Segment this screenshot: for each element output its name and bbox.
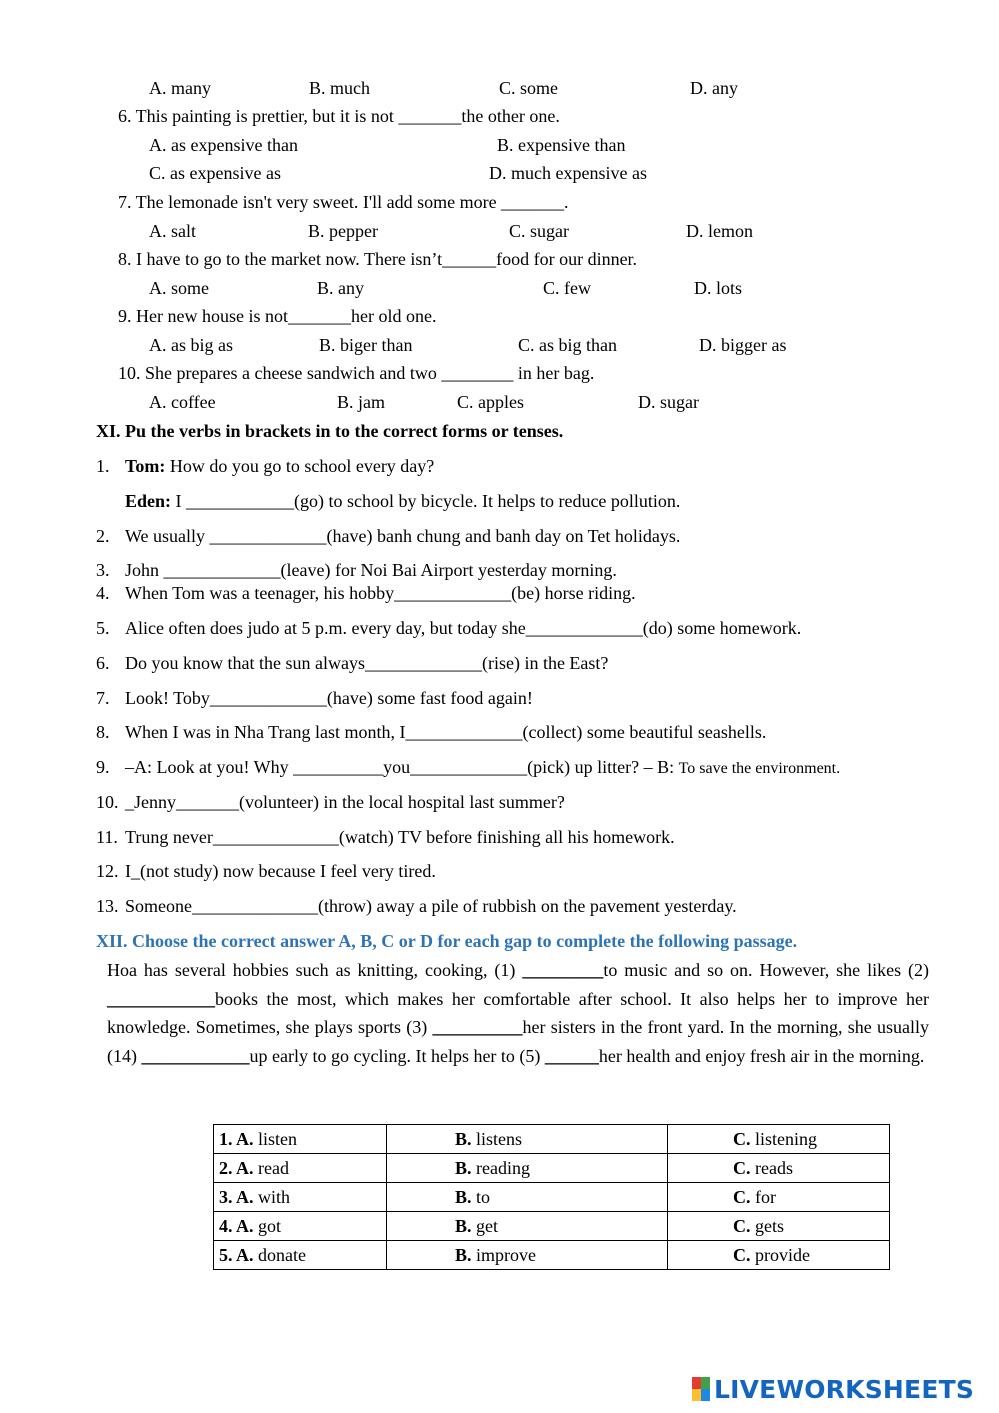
option-a-label: 5. A. [219, 1244, 254, 1265]
q7-option-c: C. sugar [509, 221, 569, 241]
xi-q1-eden-line [125, 492, 680, 510]
option-c-text: provide [755, 1244, 810, 1265]
option-a-label: 1. A. [219, 1128, 254, 1149]
xi-q13-number: 13. [96, 896, 119, 916]
q10-option-d: D. sugar [638, 392, 699, 412]
xii-passage-part-5: up early to go cycling. It helps her to (5) [249, 1045, 545, 1066]
option-c-label: C. [733, 1157, 751, 1178]
q9-option-a: A. as big as [149, 335, 233, 355]
q8-option-a: A. some [149, 278, 209, 298]
xii-blank-5: ______ [544, 1045, 599, 1066]
option-a-text: with [258, 1186, 291, 1207]
xi-q7-text: Look! Toby_____________(have) some fast food again! [125, 688, 533, 708]
option-b-cell [387, 1154, 668, 1183]
option-a-text: donate [258, 1244, 306, 1265]
q9-option-c: C. as big than [518, 335, 617, 355]
xi-q8-text: When I was in Nha Trang last month, I_____________(collect) some beautiful seashells. [125, 722, 767, 742]
xi-q5-text: Alice often does judo at 5 p.m. every day, but today she_____________(do) some homework. [125, 618, 802, 638]
xi-q1-eden-text: I ____________(go) to school by bicycle. It helps to reduce pollution. [175, 491, 681, 511]
option-b-text: listens [476, 1128, 523, 1149]
option-b-label: B. [455, 1157, 472, 1178]
xii-passage-part-4: her sisters in the front yard. In the morning, she usually (14) [107, 1017, 929, 1066]
xi-q1-tom-text: How do you go to school every day? [169, 456, 435, 476]
xi-q2-number: 2. [96, 526, 110, 546]
table-row [214, 1183, 890, 1212]
table-row [214, 1125, 890, 1154]
option-b-cell [387, 1183, 668, 1212]
xi-q10-text: _Jenny_______(volunteer) in the local hospital last summer? [125, 792, 565, 812]
liveworksheets-logo-text: LIVEWORKSHEETS [714, 1374, 975, 1404]
xii-blank-4: ____________ [141, 1045, 250, 1066]
xi-q1-tom-label: Tom: [125, 456, 166, 476]
xi-q1-eden-label: Eden: [125, 491, 172, 511]
option-b-cell [387, 1241, 668, 1270]
xi-q12-number: 12. [96, 861, 119, 881]
xi-q9-number: 9. [96, 757, 110, 777]
liveworksheets-logo[interactable] [692, 1376, 974, 1402]
xi-q8-number: 8. [96, 722, 110, 742]
xii-blank-2: ____________ [107, 988, 215, 1009]
q7-option-d: D. lemon [686, 221, 753, 241]
xi-q9-tail: To save the environment. [678, 760, 841, 777]
xii-passage-part-2: to music and so on. However, she likes (2) [603, 960, 929, 980]
option-b-label: B. [455, 1186, 472, 1207]
option-c-text: listening [755, 1128, 817, 1149]
option-a-cell [214, 1125, 387, 1154]
xii-passage-part-3: books the most, which makes her comfortable after school. It also helps her to improve her knowledge. Sometimes, she plays sports (3) [107, 988, 929, 1037]
option-b-label: B. [455, 1215, 472, 1236]
q10-option-b: B. jam [337, 392, 385, 412]
option-b-cell [387, 1212, 668, 1241]
xii-passage-part-1: Hoa has several hobbies such as knitting, cooking, (1) [107, 960, 523, 980]
q10-option-a: A. coffee [149, 392, 216, 412]
answer-table [213, 1124, 890, 1270]
q6-option-a: A. as expensive than [149, 135, 298, 155]
option-c-cell [668, 1241, 890, 1270]
option-b-text: improve [476, 1244, 537, 1265]
xii-passage-part-6: her health and enjoy fresh air in the morning. [598, 1045, 925, 1066]
option-a-text: listen [258, 1128, 298, 1149]
option-b-text: to [476, 1186, 491, 1207]
xi-q13-text: Someone______________(throw) away a pile of rubbish on the pavement yesterday. [125, 896, 737, 916]
q8-question: 8. I have to go to the market now. There isn’t______food for our dinner. [118, 249, 638, 269]
option-b-label: B. [455, 1128, 472, 1149]
q5-option-c: C. some [499, 78, 559, 98]
q10-question: 10. She prepares a cheese sandwich and two ________ in her bag. [118, 363, 595, 383]
table-row [214, 1154, 890, 1183]
q9-option-b: B. biger than [319, 335, 413, 355]
option-b-text: get [476, 1215, 499, 1236]
q9-question: 9. Her new house is not_______her old one. [118, 306, 437, 326]
q6-option-b: B. expensive than [497, 135, 626, 155]
section-xii-heading: XII. Choose the correct answer A, B, C or D for each gap to complete the following passage. [96, 931, 798, 951]
xii-blank-3: __________ [432, 1017, 523, 1037]
q7-question: 7. The lemonade isn't very sweet. I'll add some more _______. [118, 192, 569, 212]
q5-option-d: D. any [690, 78, 738, 98]
xi-q2-text: We usually _____________(have) banh chung and banh day on Tet holidays. [125, 526, 681, 546]
q9-option-d: D. bigger as [699, 335, 787, 355]
xi-q11-number: 11. [96, 827, 118, 847]
option-a-label: 3. A. [219, 1186, 254, 1207]
q5-option-a: A. many [149, 78, 211, 98]
option-c-label: C. [733, 1244, 751, 1265]
option-c-cell [668, 1154, 890, 1183]
q6-option-d: D. much expensive as [489, 163, 647, 183]
option-c-text: gets [755, 1215, 784, 1236]
liveworksheets-logo-icon [692, 1377, 710, 1401]
option-c-text: reads [755, 1157, 793, 1178]
xi-q9-text: –A: Look at you! Why __________you_____________(pick) up litter? – B: [125, 757, 675, 777]
q6-option-c: C. as expensive as [149, 163, 281, 183]
table-row [214, 1241, 890, 1270]
q8-option-c: C. few [543, 278, 591, 298]
xi-q12-text: I_(not study) now because I feel very tired. [125, 861, 436, 881]
option-b-text: reading [476, 1157, 530, 1178]
option-c-cell [668, 1183, 890, 1212]
q7-option-a: A. salt [149, 221, 196, 241]
xi-q4-text: When Tom was a teenager, his hobby_____________(be) horse riding. [125, 583, 636, 603]
xi-q3-text: John _____________(leave) for Noi Bai Airport yesterday morning. [125, 560, 617, 580]
option-a-text: got [258, 1215, 282, 1236]
option-a-cell [214, 1241, 387, 1270]
xi-q6-text: Do you know that the sun always_____________(rise) in the East? [125, 653, 609, 673]
q7-option-b: B. pepper [308, 221, 378, 241]
option-b-cell [387, 1125, 668, 1154]
option-a-cell [214, 1154, 387, 1183]
xi-q3-number: 3. [96, 560, 110, 580]
section-xi-heading: XI. Pu the verbs in brackets in to the correct forms or tenses. [96, 421, 564, 441]
table-row [214, 1212, 890, 1241]
option-c-cell [668, 1125, 890, 1154]
option-c-cell [668, 1212, 890, 1241]
xii-blank-1: _________ [522, 960, 604, 980]
q6-question: 6. This painting is prettier, but it is not _______the other one. [118, 106, 560, 126]
q5-option-b: B. much [309, 78, 370, 98]
xi-q11-text: Trung never______________(watch) TV before finishing all his homework. [125, 827, 675, 847]
option-a-text: read [258, 1157, 289, 1178]
q10-option-c: C. apples [457, 392, 524, 412]
xi-q6-number: 6. [96, 653, 110, 673]
option-a-cell [214, 1212, 387, 1241]
xi-q7-number: 7. [96, 688, 110, 708]
option-a-label: 4. A. [219, 1215, 254, 1236]
xi-q4-number: 4. [96, 583, 110, 603]
option-c-text: for [755, 1186, 776, 1207]
xi-q1-number: 1. [96, 456, 110, 476]
q8-option-d: D. lots [694, 278, 743, 298]
q8-option-b: B. any [317, 278, 364, 298]
option-c-label: C. [733, 1128, 751, 1149]
option-a-cell [214, 1183, 387, 1212]
option-a-label: 2. A. [219, 1157, 254, 1178]
xi-q5-number: 5. [96, 618, 110, 638]
option-b-label: B. [455, 1244, 472, 1265]
option-c-label: C. [733, 1215, 751, 1236]
option-c-label: C. [733, 1186, 751, 1207]
xii-passage [107, 956, 929, 1070]
xi-q10-number: 10. [96, 792, 119, 812]
xi-q1-tom-line [125, 457, 434, 475]
xi-q9-line [125, 758, 840, 777]
